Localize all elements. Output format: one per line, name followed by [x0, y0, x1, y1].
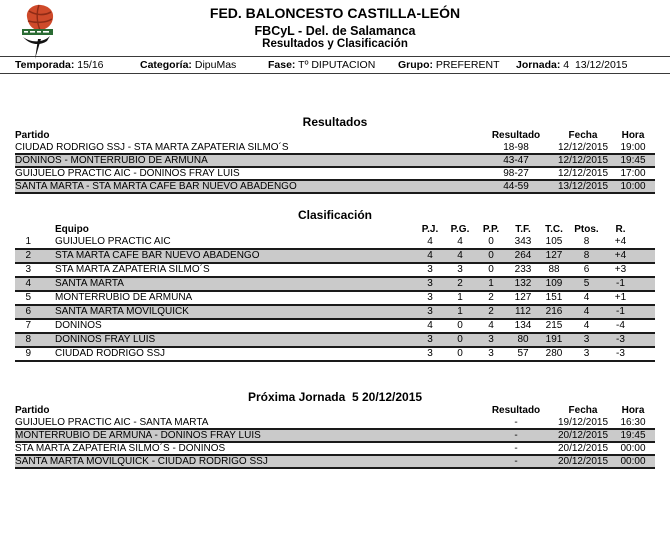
team-rank: 8 [25, 334, 31, 346]
col-fecha: Fecha [568, 405, 598, 417]
standings-section-title: Clasificación [297, 207, 373, 222]
team-rank: 4 [25, 278, 31, 290]
table-row [15, 292, 655, 306]
team-r: -4 [616, 320, 625, 332]
meta-fase-value: Tº DIPUTACION [298, 58, 376, 71]
table-row [15, 334, 655, 348]
team-ptos: 3 [583, 334, 590, 346]
team-rank: 7 [25, 320, 31, 332]
team-tc: 280 [545, 348, 563, 360]
team-ptos: 8 [583, 236, 590, 248]
table-row [15, 155, 655, 168]
team-pj: 4 [427, 320, 433, 332]
team-tc: 216 [545, 306, 563, 318]
team-pp: 0 [488, 236, 494, 248]
team-tc: 88 [548, 264, 560, 276]
match-date: 12/12/2015 [557, 167, 609, 179]
meta-jornada [516, 59, 628, 71]
col-resultado: Resultado [491, 130, 541, 142]
team-pj: 4 [427, 250, 433, 262]
meta-grupo-value: PREFERENT [435, 58, 500, 71]
match-date: 19/12/2015 [557, 416, 609, 428]
meta-temporada-value: 15/16 [77, 58, 104, 71]
team-pg: 0 [457, 334, 463, 346]
team-tf: 132 [514, 278, 532, 290]
match-time: 00:00 [620, 455, 646, 467]
team-name: DOÑINOS [55, 320, 102, 332]
team-pg: 0 [457, 348, 463, 360]
team-tc: 191 [545, 334, 563, 346]
match-score: - [514, 416, 518, 428]
page-subtitle-2: Resultados y Clasificación [262, 37, 408, 50]
meta-jornada-label: Jornada: [516, 58, 561, 71]
team-r: -3 [616, 334, 625, 346]
match-date: 20/12/2015 [557, 455, 609, 467]
match-date: 12/12/2015 [557, 141, 609, 153]
team-pj: 3 [427, 334, 433, 346]
team-tf: 134 [514, 320, 532, 332]
team-pj: 3 [427, 264, 433, 276]
table-row [15, 456, 655, 469]
table-row [15, 348, 655, 362]
match-date: 20/12/2015 [557, 442, 609, 454]
page-subtitle: FBCyL - Del. de Salamanca [254, 23, 416, 38]
team-tc: 151 [545, 292, 563, 304]
page-header [0, 0, 670, 51]
team-ptos: 8 [583, 250, 590, 262]
team-ptos: 3 [583, 348, 590, 360]
team-r: -1 [616, 278, 625, 290]
team-name: GUIJUELO PRACTIC AIC [55, 236, 171, 248]
team-tf: 80 [517, 334, 529, 346]
team-pp: 0 [488, 264, 494, 276]
divider-meta [0, 73, 670, 74]
team-r: -1 [616, 306, 625, 318]
next-round-table [15, 405, 655, 469]
table-row [15, 250, 655, 264]
match-time: 16:30 [620, 416, 646, 428]
team-pg: 0 [457, 320, 463, 332]
team-rank: 6 [25, 306, 31, 318]
page-title: FED. BALONCESTO CASTILLA-LEÓN [209, 5, 461, 21]
team-rank: 2 [25, 250, 31, 262]
match-time: 19:00 [620, 141, 646, 153]
table-row [15, 443, 655, 456]
team-pg: 4 [457, 236, 463, 248]
team-pg: 3 [457, 264, 463, 276]
team-tc: 109 [545, 278, 563, 290]
next-round-section-title: Próxima Jornada 5 20/12/2015 [247, 389, 423, 404]
team-pj: 3 [427, 306, 433, 318]
team-ptos: 4 [583, 292, 590, 304]
col-pg: P.G. [450, 223, 470, 235]
match-time: 19:45 [620, 154, 646, 166]
meta-fase-label: Fase: [268, 58, 296, 71]
meta-grupo-label: Grupo: [398, 58, 433, 71]
col-tf: T.F. [515, 223, 531, 235]
table-row [15, 236, 655, 250]
table-row [15, 306, 655, 320]
match-score: 44-59 [503, 180, 529, 192]
team-tf: 57 [517, 348, 529, 360]
team-name: SANTA MARTA MOVILQUICK [55, 306, 189, 318]
team-name: STA MARTA ZAPATERIA SILMO´S [55, 264, 210, 276]
col-ptos: Ptos. [574, 223, 599, 235]
meta-fase [268, 59, 375, 71]
team-pp: 3 [488, 348, 494, 360]
col-hora: Hora [621, 405, 645, 417]
match-time: 19:45 [620, 429, 646, 441]
team-pp: 2 [488, 292, 494, 304]
team-rank: 5 [25, 292, 31, 304]
meta-temporada [15, 59, 104, 71]
match-name: GUIJUELO PRACTIC AIC - SANTA MARTA [15, 416, 209, 428]
match-score: 43-47 [503, 154, 529, 166]
team-tf: 127 [514, 292, 532, 304]
match-name: SANTA MARTA - STA MARTA CAFE BAR NUEVO ABADENGO [15, 180, 297, 192]
team-rank: 3 [25, 264, 31, 276]
match-name: DOÑINOS - MONTERRUBIO DE ARMUÑA [15, 154, 208, 166]
col-partido: Partido [15, 130, 50, 142]
col-resultado: Resultado [491, 405, 541, 417]
match-name: SANTA MARTA MOVILQUICK - CIUDAD RODRIGO SSJ [15, 455, 268, 467]
results-header-row [15, 130, 655, 142]
team-pg: 2 [457, 278, 463, 290]
results-table [15, 130, 655, 194]
match-date: 13/12/2015 [557, 180, 609, 192]
team-tf: 112 [515, 306, 531, 318]
match-score: 18-98 [503, 141, 529, 153]
team-pj: 4 [427, 236, 433, 248]
competition-meta-bar [0, 57, 670, 73]
match-time: 00:00 [620, 442, 646, 454]
federation-logo-icon [17, 3, 63, 61]
team-name: MONTERRUBIO DE ARMUÑA [55, 292, 193, 304]
team-rank: 9 [25, 348, 31, 360]
results-section-title: Resultados [302, 114, 368, 129]
team-r: +4 [614, 250, 627, 262]
team-ptos: 4 [583, 306, 590, 318]
team-name: DOÑINOS FRAY LUIS [55, 334, 156, 346]
team-pp: 4 [488, 320, 494, 332]
team-name: SANTA MARTA [55, 278, 124, 290]
team-pp: 1 [488, 278, 494, 290]
team-pj: 3 [427, 278, 433, 290]
meta-categoria-label: Categoría: [140, 58, 192, 71]
table-row [15, 430, 655, 443]
team-name: STA MARTA CAFE BAR NUEVO ABADENGO [55, 250, 260, 262]
match-date: 20/12/2015 [557, 429, 609, 441]
table-row [15, 320, 655, 334]
team-pg: 1 [457, 306, 463, 318]
meta-categoria [140, 59, 236, 71]
team-ptos: 6 [583, 264, 590, 276]
meta-grupo [398, 59, 500, 71]
col-tc: T.C. [545, 223, 563, 235]
col-pp: P.P. [482, 223, 500, 235]
match-time: 10:00 [620, 180, 646, 192]
table-row [15, 142, 655, 155]
team-pg: 1 [457, 292, 463, 304]
team-ptos: 5 [583, 278, 590, 290]
table-row [15, 168, 655, 181]
team-rank: 1 [25, 236, 31, 248]
col-partido: Partido [15, 405, 50, 417]
col-fecha: Fecha [568, 130, 598, 142]
table-row [15, 264, 655, 278]
team-r: +4 [614, 236, 627, 248]
meta-jornada-value: 4 13/12/2015 [563, 58, 628, 71]
team-tf: 264 [514, 250, 532, 262]
team-tc: 127 [545, 250, 563, 262]
basketball-logo-icon [17, 3, 63, 61]
match-name: CIUDAD RODRIGO SSJ - STA MARTA ZAPATERIA SILMO´S [15, 141, 289, 153]
col-hora: Hora [621, 130, 645, 142]
team-tf: 233 [514, 264, 532, 276]
team-ptos: 4 [583, 320, 590, 332]
standings-table [15, 223, 655, 362]
standings-header-row [15, 223, 655, 236]
match-name: MONTERRUBIO DE ARMUÑA - DOÑINOS FRAY LUIS [15, 429, 261, 441]
team-pg: 4 [457, 250, 463, 262]
team-tc: 105 [545, 236, 563, 248]
next-round-header-row [15, 405, 655, 417]
team-r: +3 [614, 264, 627, 276]
team-r: -3 [616, 348, 625, 360]
meta-categoria-value: DipuMas [194, 58, 237, 71]
match-name: GUIJUELO PRACTIC AIC - DOÑINOS FRAY LUIS [15, 167, 240, 179]
table-row [15, 181, 655, 194]
match-time: 17:00 [620, 167, 646, 179]
col-pj: P.J. [421, 223, 439, 235]
col-r: R. [615, 223, 626, 235]
match-score: - [514, 455, 518, 467]
team-r: +1 [614, 292, 627, 304]
meta-temporada-label: Temporada: [15, 58, 75, 71]
team-pp: 2 [488, 306, 494, 318]
table-row [15, 417, 655, 430]
team-pp: 0 [488, 250, 494, 262]
col-equipo: Equipo [55, 223, 89, 235]
match-date: 12/12/2015 [557, 154, 609, 166]
match-score: 98-27 [503, 167, 529, 179]
team-pj: 3 [427, 292, 433, 304]
match-name: STA MARTA ZAPATERIA SILMO´S - DOÑINOS [15, 442, 226, 454]
team-pp: 3 [488, 334, 494, 346]
team-tf: 343 [514, 236, 532, 248]
match-score: - [514, 429, 518, 441]
team-pj: 3 [427, 348, 433, 360]
match-score: - [514, 442, 518, 454]
team-tc: 215 [545, 320, 563, 332]
team-name: CIUDAD RODRIGO SSJ [55, 348, 166, 360]
table-row [15, 278, 655, 292]
